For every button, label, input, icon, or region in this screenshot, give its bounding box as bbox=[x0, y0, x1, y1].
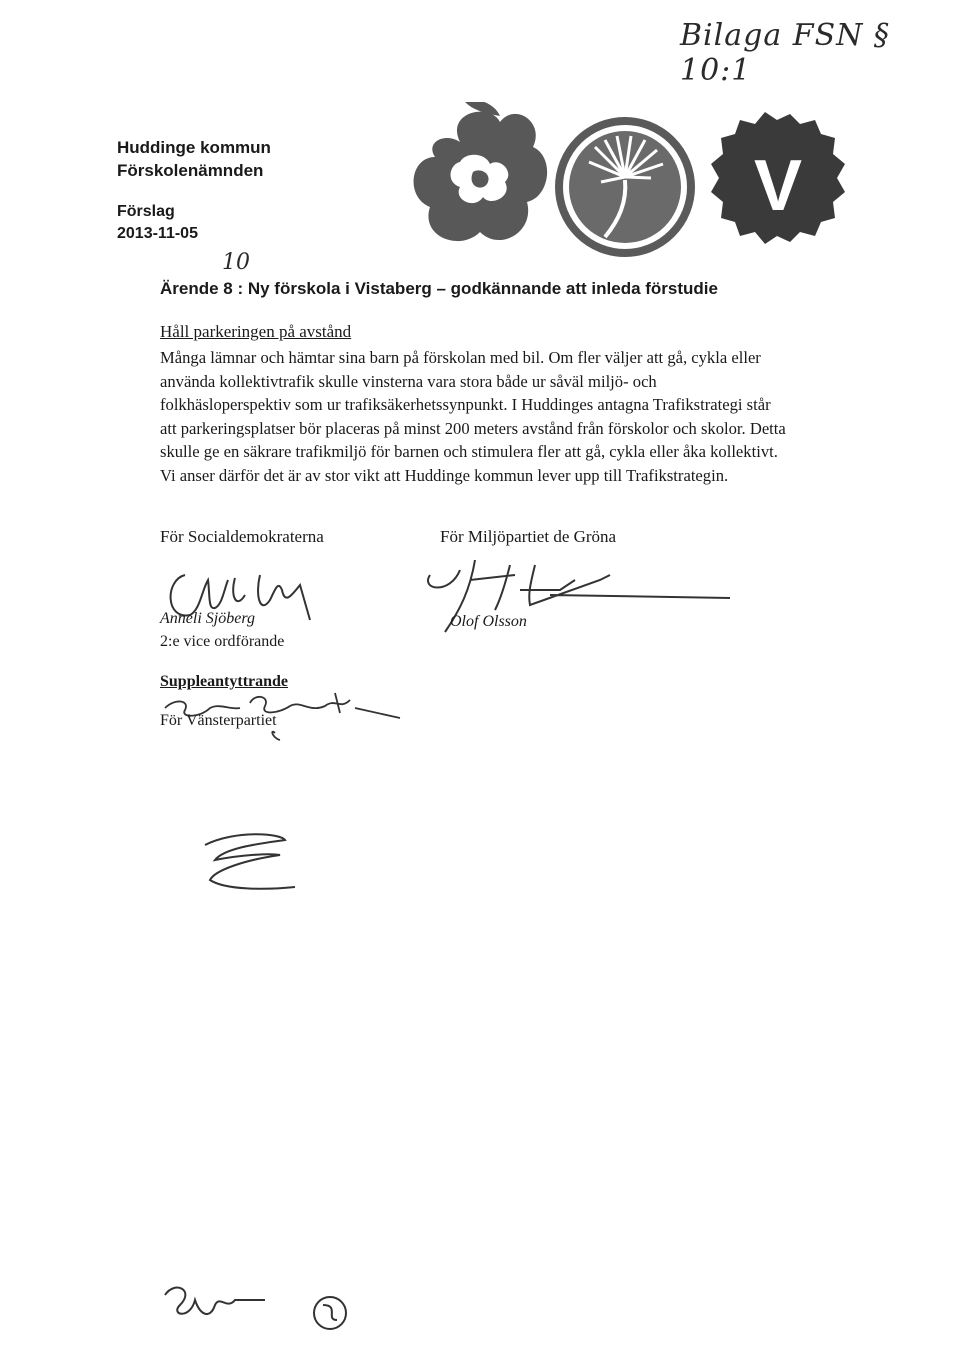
signatory-right-name: Olof Olsson bbox=[450, 613, 527, 630]
body-line: skulle ge en säkrare trafikmiljö för barnen och stimulera fler att gå, cykla eller åka kollektivt. bbox=[160, 442, 778, 461]
body-line: Många lämnar och hämtar sina barn på förskolan med bil. Om fler väljer att gå, cykla eller bbox=[160, 348, 761, 367]
document-type: Förslag bbox=[117, 203, 175, 220]
v-logo bbox=[711, 112, 845, 244]
handwritten-annotation: Bilaga FSN § 10:1 bbox=[680, 18, 890, 88]
body-line: använda kollektivtrafik skulle vinsterna vara stora både ur såväl miljö- och bbox=[160, 371, 657, 391]
org-name: Huddinge kommun bbox=[117, 138, 271, 157]
substitute-party: För Vänsterpartiet bbox=[160, 712, 277, 729]
signatory-left-role: 2:e vice ordförande bbox=[160, 633, 285, 650]
v-logo-letter: V bbox=[753, 146, 803, 226]
proposal-block bbox=[117, 201, 198, 245]
signatory-left-party: För Socialdemokraterna bbox=[160, 527, 324, 546]
party-logos bbox=[405, 102, 845, 272]
case-heading: Ärende 8 : Ny förskola i Vistaberg – godkännande att inleda förstudie bbox=[160, 279, 718, 298]
substitute-statement-heading: Suppleantyttrande bbox=[160, 673, 289, 690]
signatory-left-name: Anneli Sjöberg bbox=[160, 610, 255, 627]
signatory-right-party: För Miljöpartiet de Gröna bbox=[440, 527, 617, 546]
rose-logo bbox=[414, 102, 548, 241]
document-date: 2013-11-05 bbox=[117, 225, 198, 242]
body-line: att parkeringsplatser bör placeras på minst 200 meters avstånd från förskolor och skolor. Detta bbox=[160, 418, 786, 438]
committee-name: Förskolenämnden bbox=[117, 161, 264, 180]
body-line: Vi anser därför det är av stor vikt att Huddinge kommun lever upp till Trafikstrategin. bbox=[160, 465, 729, 485]
dandelion-logo bbox=[559, 121, 691, 253]
handwritten-case-number: 10 bbox=[222, 250, 250, 275]
body-line: folkhäsloperspektiv som ur trafiksäkerhetssynpunkt. I Huddinges antagna Trafikstrategi står bbox=[160, 395, 771, 414]
handwritten-initials bbox=[155, 1275, 375, 1345]
organization-block bbox=[117, 136, 271, 182]
section-heading: Håll parkeringen på avstånd bbox=[160, 322, 352, 341]
body-paragraph bbox=[160, 346, 880, 487]
handwritten-mark bbox=[195, 825, 305, 905]
